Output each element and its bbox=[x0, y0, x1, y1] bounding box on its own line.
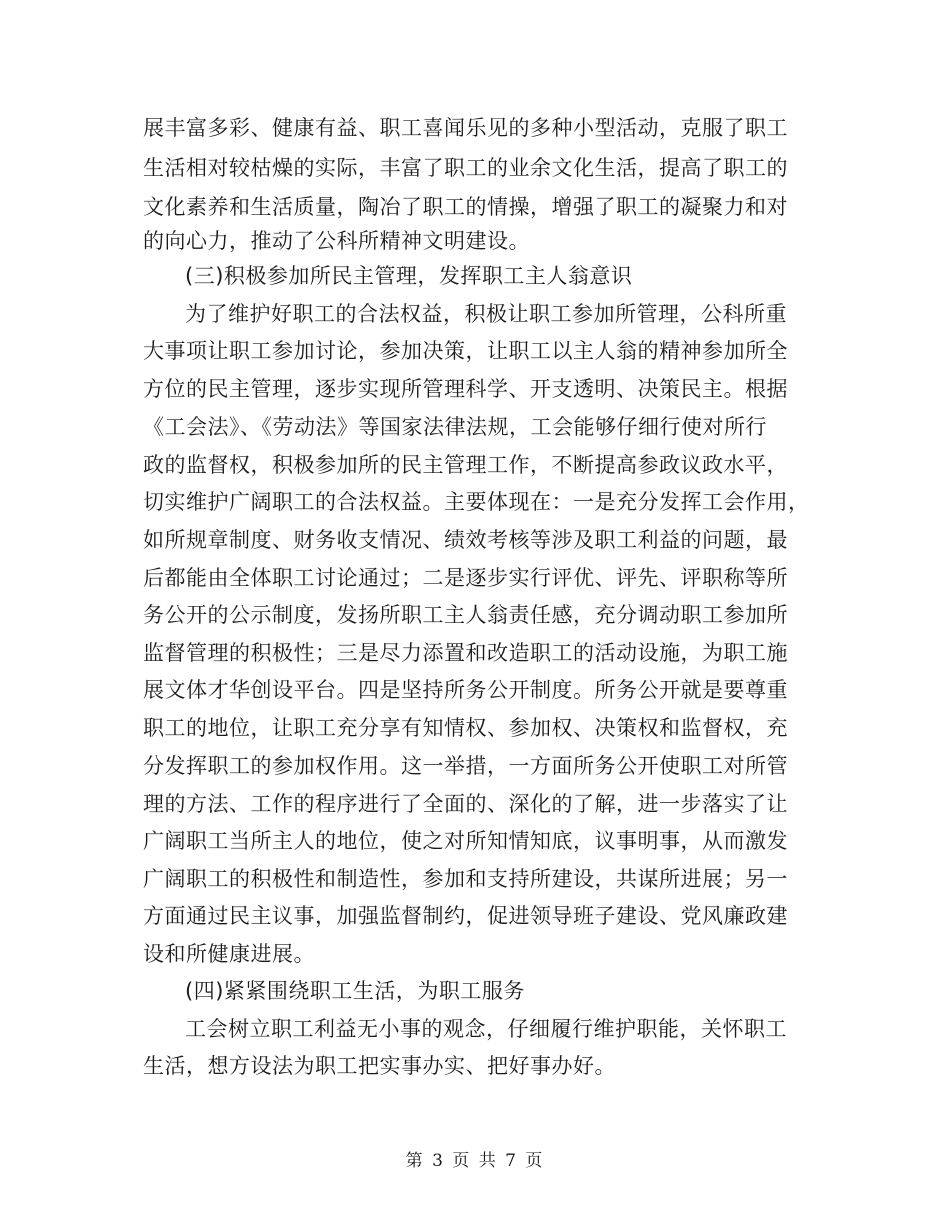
paragraph-line: 广阔职工的积极性和制造性，参加和支持所建设，共谋所进展；另一 bbox=[143, 867, 788, 891]
paragraph-line: 职工的地位，让职工充分享有知情权、参加权、决策权和监督权，充 bbox=[143, 716, 788, 740]
paragraph-line: 政的监督权，积极参加所的民主管理工作，不断提高参政议政水平， bbox=[143, 453, 788, 477]
paragraph-line: 方位的民主管理，逐步实现所管理科学、开支透明、决策民主。根据 bbox=[143, 377, 788, 401]
paragraph-line: 《工会法》、《劳动法》等国家法律法规，工会能够仔细行使对所行 bbox=[143, 415, 767, 439]
paragraph-line: 为了维护好职工的合法权益，积极让职工参加所管理，公科所重 bbox=[185, 302, 787, 326]
paragraph-line: 文化素养和生活质量，陶冶了职工的情操，增强了职工的凝聚力和对 bbox=[143, 195, 788, 219]
paragraph-line: 工会树立职工利益无小事的观念，仔细履行维护职能，关怀职工 bbox=[185, 1017, 787, 1041]
paragraph-line: 展文体才华创设平台。四是坚持所务公开制度。所务公开就是要尊重 bbox=[143, 678, 788, 702]
paragraph-line: 生活相对较枯燥的实际，丰富了职工的业余文化生活，提高了职工的 bbox=[143, 156, 788, 180]
paragraph-line: 展丰富多彩、健康有益、职工喜闻乐见的多种小型活动，克服了职工 bbox=[143, 116, 788, 140]
paragraph-line: 后都能由全体职工讨论通过；二是逐步实行评优、评先、评职称等所 bbox=[143, 566, 788, 590]
section-heading: (三)积极参加所民主管理，发挥职工主人翁意识 bbox=[185, 264, 633, 288]
paragraph-line: 的向心力，推动了公科所精神文明建设。 bbox=[143, 229, 530, 253]
paragraph-line: 如所规章制度、财务收支情况、绩效考核等涉及职工利益的问题，最 bbox=[143, 528, 788, 552]
paragraph-line: 设和所健康进展。 bbox=[143, 942, 315, 966]
paragraph-line: 方面通过民主议事，加强监督制约，促进领导班子建设、党风廉政建 bbox=[143, 904, 788, 928]
paragraph-line: 分发挥职工的参加权作用。这一举措，一方面所务公开使职工对所管 bbox=[143, 754, 788, 778]
paragraph-line: 生活，想方设法为职工把实事办实、把好事办好。 bbox=[143, 1054, 616, 1078]
paragraph-line: 理的方法、工作的程序进行了全面的、深化的了解，进一步落实了让 bbox=[143, 792, 788, 816]
paragraph-line: 大事项让职工参加讨论，参加决策，让职工以主人翁的精神参加所全 bbox=[143, 339, 788, 363]
section-heading: (四)紧紧围绕职工生活，为职工服务 bbox=[185, 979, 525, 1003]
page-number-footer: 第 3 页 共 7 页 bbox=[405, 1151, 545, 1171]
paragraph-line: 务公开的公示制度，发扬所职工主人翁责任感，充分调动职工参加所 bbox=[143, 603, 788, 627]
paragraph-line: 切实维护广阔职工的合法权益。主要体现在：一是充分发挥工会作用， bbox=[143, 490, 810, 514]
paragraph-line: 广阔职工当所主人的地位，使之对所知情知底，议事明事，从而激发 bbox=[143, 829, 788, 853]
paragraph-line: 监督管理的积极性；三是尽力添置和改造职工的活动设施，为职工施 bbox=[143, 641, 788, 665]
